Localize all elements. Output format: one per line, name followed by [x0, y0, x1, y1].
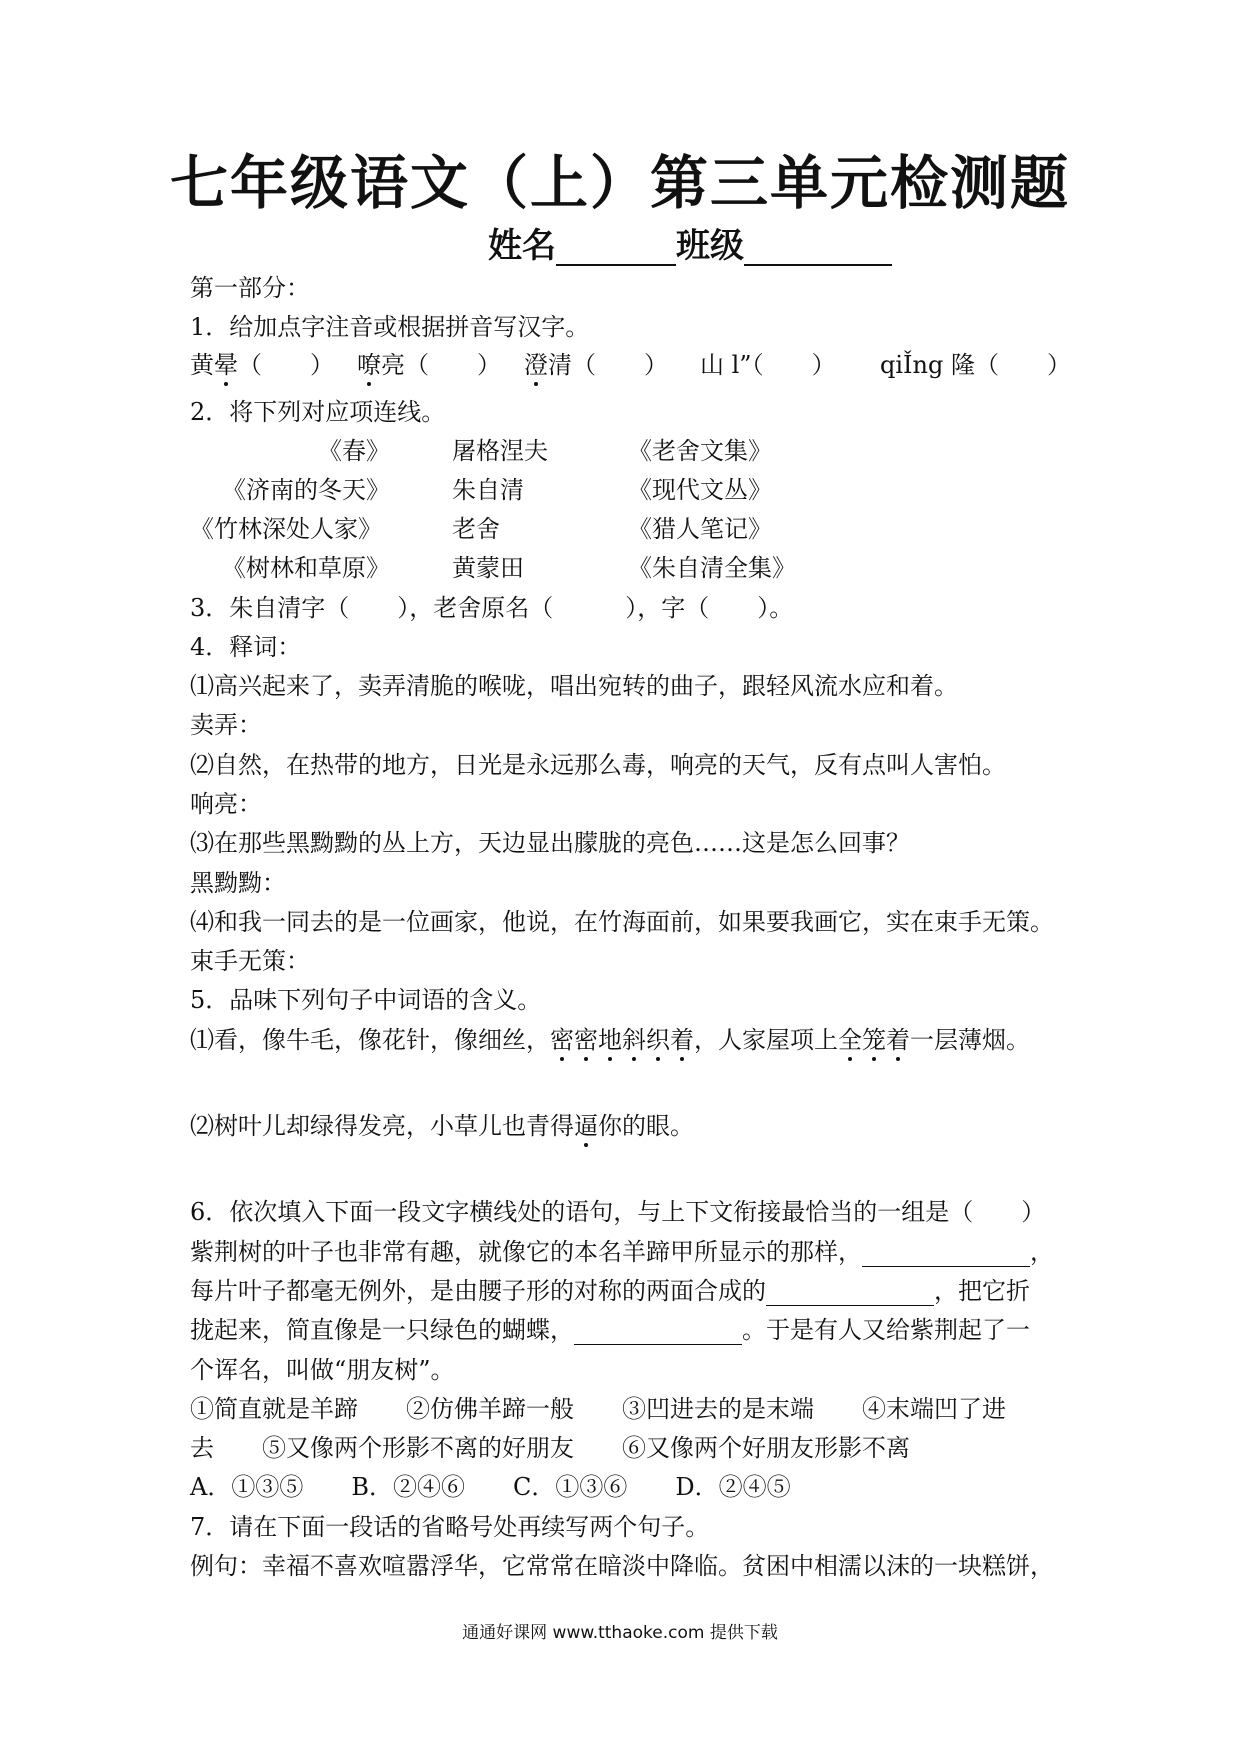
q6-blank-2[interactable]	[766, 1281, 934, 1306]
q6-stem: 6．依次填入下面一段文字横线处的语句，与上下文衔接最恰当的一组是（ ）	[190, 1198, 1046, 1226]
page-footer: 通通好课网 www.tthaoke.com 提供下载	[462, 1623, 778, 1643]
q2-stem: 2．将下列对应项连线。	[190, 398, 446, 426]
q6-passage-line-4: 个诨名，叫做“朋友树”。	[190, 1356, 455, 1384]
q2-book-4: 《朱自清全集》	[628, 554, 796, 582]
q5-sentence-2: ⑵树叶儿却绿得发亮，小草儿也青得逼你的眼。	[190, 1112, 694, 1140]
q1-item-3: 澄清（ ）	[524, 351, 668, 379]
q2-author-3: 老舍	[452, 515, 500, 543]
q1-item-5: qiǏng 隆（ ）	[880, 351, 1071, 379]
q1-item-2: 嘹亮（ ）	[357, 351, 501, 379]
name-label: 姓名	[488, 226, 556, 266]
q6-options-2: 去 ⑤又像两个形影不离的好朋友 ⑥又像两个好朋友形影不离	[190, 1434, 910, 1462]
q4-sentence-3: ⑶在那些黑黝黝的丛上方，天边显出朦胧的亮色……这是怎么回事？	[190, 829, 910, 857]
q4-word-2: 响亮：	[190, 790, 262, 818]
q2-work-3: 《竹林深处人家》	[190, 515, 382, 543]
q2-work-1: 《春》	[318, 437, 390, 465]
q4-sentence-2: ⑵自然，在热带的地方，日光是永远那么毒，响亮的天气，反有点叫人害怕。	[190, 751, 1006, 779]
q2-author-4: 黄蒙田	[452, 554, 524, 582]
q2-work-4: 《树林和草原》	[222, 554, 390, 582]
q3-text: 3．朱自清字（ ），老舍原名（ ），字（ ）。	[190, 594, 794, 622]
q7-example: 例句：幸福不喜欢喧嚣浮华，它常常在暗淡中降临。贫困中相濡以沫的一块糕饼，	[190, 1552, 1054, 1580]
class-label: 班级	[676, 226, 744, 266]
q4-word-1: 卖弄：	[190, 711, 262, 739]
q2-book-3: 《猎人笔记》	[628, 515, 772, 543]
q6-choices: A．①③⑤ B．②④⑥ C．①③⑥ D．②④⑤	[190, 1473, 791, 1501]
q2-book-1: 《老舍文集》	[628, 437, 772, 465]
q6-options-1: ①简直就是羊蹄 ②仿佛羊蹄一般 ③凹进去的是末端 ④末端凹了进	[190, 1395, 1006, 1423]
q5-dotted-word-2: 全笼着	[838, 1026, 910, 1054]
q5-dotted-word-1: 密密地斜织着	[550, 1026, 694, 1054]
q4-stem: 4．释词：	[190, 633, 302, 661]
part-one-heading: 第一部分：	[190, 274, 310, 302]
q5-sentence-1: ⑴看，像牛毛，像花针，像细丝，密密地斜织着，人家屋项上全笼着一层薄烟。	[190, 1026, 1030, 1054]
q1-item-4: 山 l”（ ）	[700, 351, 836, 379]
name-blank[interactable]	[556, 232, 676, 266]
q2-work-2: 《济南的冬天》	[222, 476, 390, 504]
q6-passage-line-1: 紫荆树的叶子也非常有趣，就像它的本名羊蹄甲所显示的那样， ，	[190, 1238, 1054, 1266]
q4-word-4: 束手无策：	[190, 947, 310, 975]
q2-book-2: 《现代文丛》	[628, 476, 772, 504]
q6-passage-line-2: 每片叶子都毫无例外，是由腰子形的对称的两面合成的 ，把它折	[190, 1277, 1030, 1305]
q1-item-1: 黄晕（ ）	[190, 351, 334, 379]
q5-stem: 5．品味下列句子中词语的含义。	[190, 986, 542, 1014]
q1-stem: 1．给加点字注音或根据拼音写汉字。	[190, 313, 590, 341]
q4-sentence-1: ⑴高兴起来了，卖弄清脆的喉咙，唱出宛转的曲子，跟轻风流水应和着。	[190, 672, 958, 700]
class-blank[interactable]	[744, 232, 892, 266]
q7-stem: 7．请在下面一段话的省略号处再续写两个句子。	[190, 1513, 710, 1541]
q5-dotted-word-3: 逼	[574, 1112, 598, 1140]
q4-word-3: 黑黝黝：	[190, 869, 286, 897]
q6-blank-1[interactable]	[862, 1242, 1030, 1267]
page-title: 七年级语文（上）第三单元检测题	[169, 149, 1070, 217]
q2-author-2: 朱自清	[452, 476, 524, 504]
q2-author-1: 屠格涅夫	[452, 437, 548, 465]
q6-blank-3[interactable]	[574, 1320, 742, 1345]
q6-passage-line-3: 拢起来，简直像是一只绿色的蝴蝶， 。于是有人又给紫荆起了一	[190, 1316, 1030, 1344]
q4-sentence-4: ⑷和我一同去的是一位画家，他说，在竹海面前，如果要我画它，实在束手无策。	[190, 908, 1054, 936]
name-class-row	[488, 226, 892, 266]
